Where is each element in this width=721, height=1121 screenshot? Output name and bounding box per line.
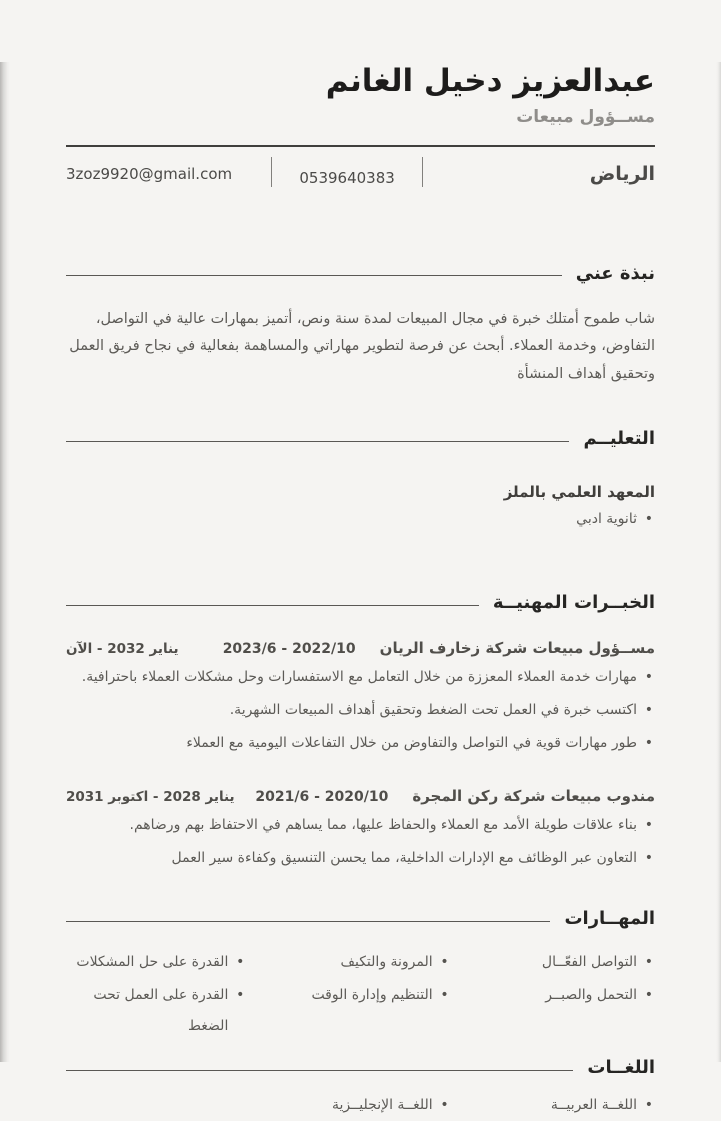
job-dates: 2020/10 - 2021/6 bbox=[255, 789, 389, 806]
skill-item: • التواصل الفعّــال bbox=[475, 947, 655, 978]
contact-email: 3zoz9920@gmail.com bbox=[66, 164, 233, 183]
about-summary-text: شاب طموح أمتلك خبرة في مجال المبيعات لمدة سنة ونص، أتميز بمهارات عالية في التواصل، التفاوض، وخدمة العملاء. أبحث عن فرصة لتطوير مهاراتي والمساهمة بفعالية في نجاح فريق العمل وتحقيق أهداف المنشأة bbox=[69, 310, 655, 382]
job-title: مندوب مبيعات شركة ركن المجرة bbox=[412, 787, 655, 806]
section-education-rule bbox=[66, 441, 569, 442]
job-title-wrap bbox=[255, 787, 655, 805]
job-dates: 2022/10 - 2023/6 bbox=[222, 641, 356, 658]
section-languages-rule bbox=[66, 1070, 573, 1071]
skill-item: • القدرة على العمل تحت الضغط bbox=[66, 980, 246, 1042]
candidate-name: عبدالعزيز دخيل الغانم bbox=[325, 63, 655, 99]
section-skills-rule bbox=[66, 921, 550, 922]
job-title: مســؤول مبيعات شركة زخارف الريان bbox=[379, 639, 655, 658]
skill-item: • القدرة على حل المشكلات bbox=[66, 947, 246, 978]
candidate-job-title: مســؤول مبيعات bbox=[516, 106, 655, 127]
resume-page bbox=[0, 62, 721, 1121]
skill-item: • التحمل والصبــر bbox=[475, 980, 655, 1042]
header-divider bbox=[66, 145, 655, 147]
job-bullet: • بناء علاقات طويلة الأمد مع العملاء والحفاظ عليها، مما يساهم في الاحتفاظ بهم ورضاهم. bbox=[66, 811, 655, 839]
experience-job-2 bbox=[66, 787, 655, 872]
section-languages-title: اللغــات bbox=[587, 1057, 655, 1079]
contact-separator bbox=[422, 157, 423, 187]
section-about-rule bbox=[66, 275, 562, 276]
job-bullet: • التعاون عبر الوظائف مع الإدارات الداخلية، مما يحسن التنسيق وكفاءة سير العمل bbox=[66, 844, 655, 872]
education-item: • ثانوية ادبي bbox=[66, 505, 655, 534]
section-experience-header bbox=[66, 592, 655, 613]
language-item: • اللغــة الإنجليــزية bbox=[270, 1090, 450, 1121]
job-title-wrap bbox=[223, 639, 655, 657]
languages-grid bbox=[66, 1090, 655, 1121]
job-bullet-list bbox=[66, 663, 655, 757]
job-bullet-list bbox=[66, 811, 655, 872]
section-about-header bbox=[66, 263, 655, 284]
contact-row bbox=[66, 159, 655, 211]
section-skills-title: المهــارات bbox=[564, 908, 655, 930]
section-languages-header bbox=[66, 1057, 655, 1078]
language-item: • اللغــة العربيــة bbox=[475, 1090, 655, 1121]
contact-city: الرياض bbox=[589, 162, 655, 185]
section-education-header bbox=[66, 428, 655, 449]
job-bullet: • طور مهارات قوية في التواصل والتفاوض من خلال التفاعلات اليومية مع العملاء bbox=[66, 729, 655, 757]
section-education-title: التعليــم bbox=[583, 428, 655, 450]
contact-phone: 0539640383 bbox=[299, 168, 395, 187]
education-items bbox=[66, 505, 655, 534]
job-bullet: • اكتسب خبرة في العمل تحت الضغط وتحقيق أهداف المبيعات الشهرية. bbox=[66, 696, 655, 724]
skill-item: • التنظيم وإدارة الوقت bbox=[270, 980, 450, 1042]
section-experience-title: الخبــرات المهنيــة bbox=[492, 592, 655, 614]
skills-grid bbox=[66, 947, 655, 1041]
contact-separator bbox=[271, 157, 272, 187]
skill-item: • المرونة والتكيف bbox=[270, 947, 450, 978]
section-about-title: نبذة عني bbox=[575, 262, 655, 284]
job-side-date: يناير 2028 - اكتوبر 2031 bbox=[66, 789, 235, 806]
section-experience-rule bbox=[66, 605, 479, 606]
job-header bbox=[66, 787, 655, 805]
job-side-date: يناير 2032 - الآن bbox=[66, 641, 179, 658]
job-header bbox=[66, 639, 655, 657]
experience-job-1 bbox=[66, 639, 655, 757]
job-bullet: • مهارات خدمة العملاء المعززة من خلال التعامل مع الاستفسارات وحل مشكلات العملاء باحترافية. bbox=[66, 663, 655, 691]
section-skills-header bbox=[66, 908, 655, 929]
education-school-name: المعهد العلمي بالملز bbox=[503, 483, 655, 502]
